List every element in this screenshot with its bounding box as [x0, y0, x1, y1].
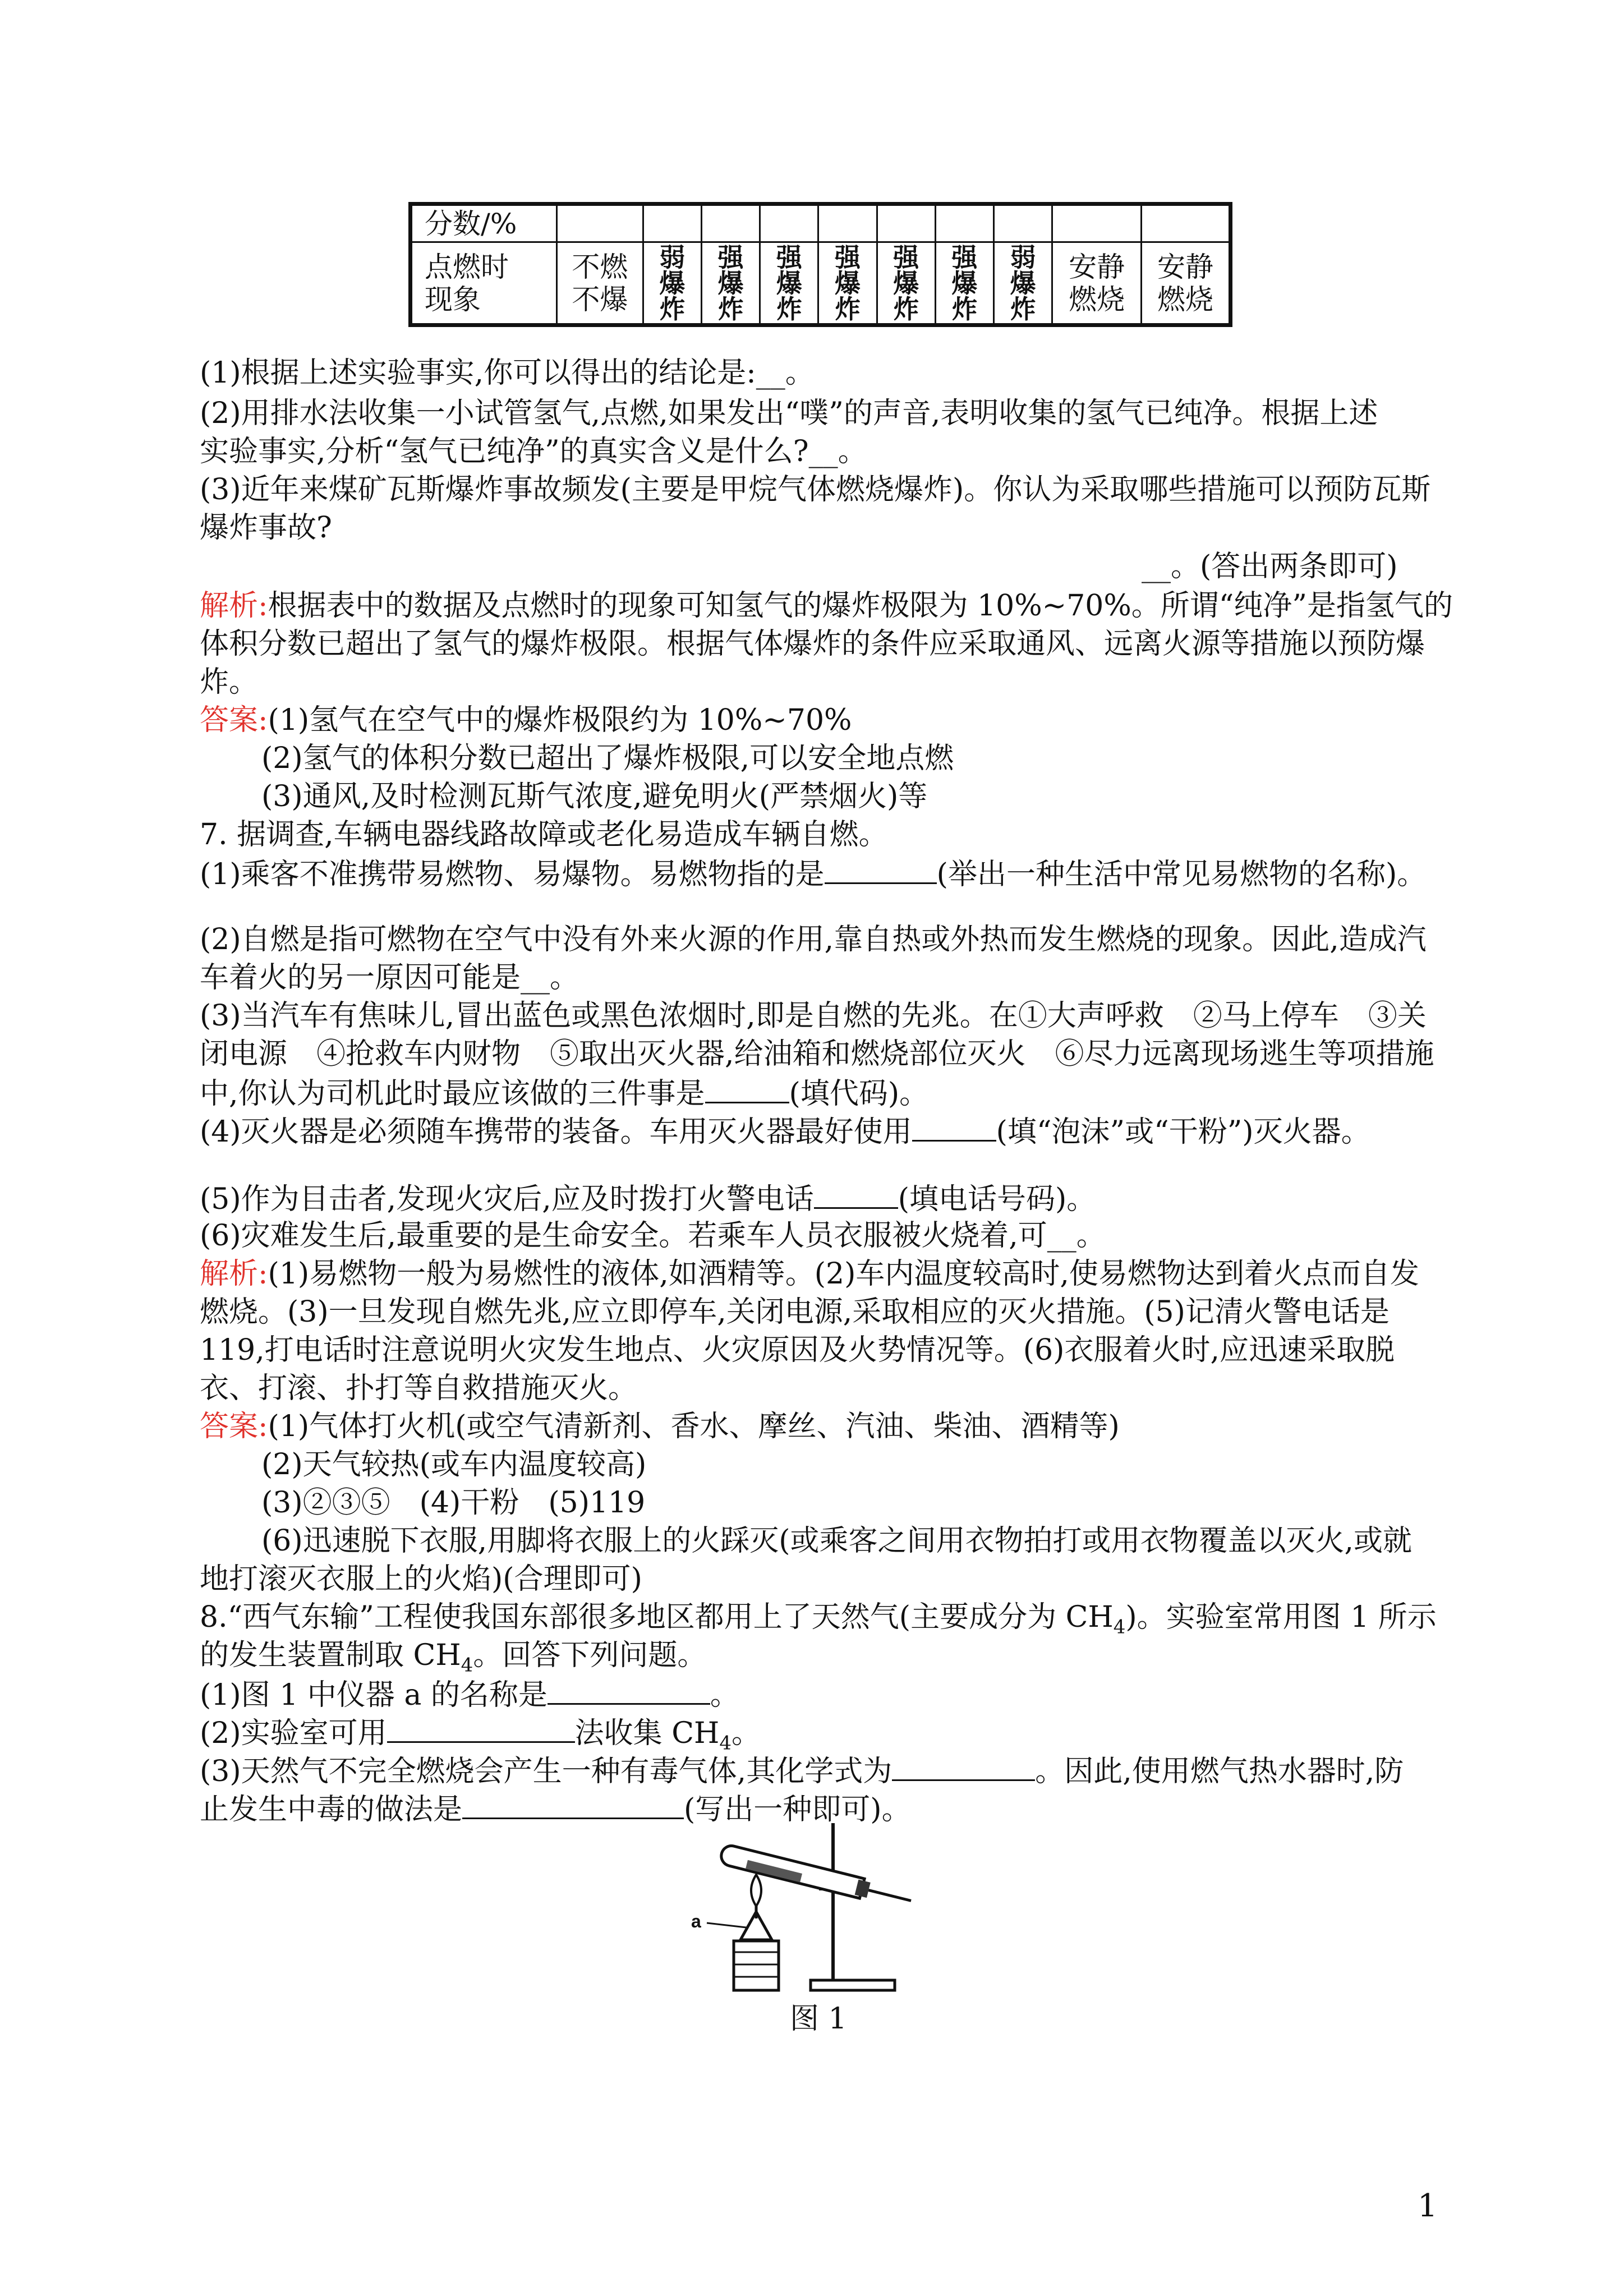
page-number: 1 [1418, 2188, 1438, 2224]
cell-char: 强 [951, 242, 978, 273]
answer-text: (1)气体打火机(或空气清新剂、香水、摩丝、汽油、柴油、酒精等) [268, 1410, 1120, 1443]
wood-block [734, 1941, 779, 1990]
q7-answer-4b: 地打滚灭衣服上的火焰)(合理即可) [200, 1562, 642, 1596]
q7-analysis-line4: 衣、打滚、扑打等自救措施灭火。 [200, 1372, 638, 1405]
q6-sub3-line1: (3)近年来煤矿瓦斯爆炸事故频发(主要是甲烷气体燃烧爆炸)。你认为采取哪些措施可以预防瓦斯 [200, 473, 1431, 507]
cell-char: 爆 [951, 268, 978, 298]
q7-sub3-text: 中,你认为司机此时最应该做的三件事是 [200, 1077, 705, 1111]
q7-sub2-line2: 车着火的另一原因可能是__。 [200, 961, 579, 995]
answer-blank[interactable] [548, 1674, 710, 1705]
q7-sub6: (6)灾难发生后,最重要的是生命安全。若乘车人员衣服被火烧着,可__。 [200, 1219, 1106, 1253]
table-header-fraction: 分数/% [411, 204, 557, 242]
q8-text: 的发生装置制取 CH [200, 1639, 461, 1672]
answer-blank[interactable] [705, 1073, 789, 1103]
cell-char: 炸 [717, 293, 744, 324]
answer-label: 答案: [200, 1410, 268, 1443]
table-cell [994, 242, 1052, 325]
q6-answer-2: (2)氢气的体积分数已超出了爆炸极限,可以安全地点燃 [261, 742, 954, 775]
q6-sub1: (1)根据上述实验事实,你可以得出的结论是:__。 [200, 356, 815, 390]
flame [751, 1875, 761, 1906]
q7-sub3-line1: (3)当汽车有焦味儿,冒出蓝色或黑色浓烟时,即是自燃的先兆。在①大声呼救 ②马上停车 ③关 [200, 999, 1427, 1033]
answer-label: 答案: [200, 703, 268, 737]
subscript: 4 [1113, 1616, 1126, 1639]
table-cell [557, 204, 643, 242]
subscript: 4 [719, 1732, 732, 1755]
q7-analysis-line2: 燃烧。(3)一旦发现自燃先兆,应立即停车,关闭电源,采取相应的灭火措施。(5)记清火警电话是 [200, 1295, 1390, 1329]
q8-sub2-text-b: 法收集 CH [574, 1717, 720, 1750]
q7-answer [200, 1407, 1120, 1446]
cell-char: 强 [717, 242, 744, 273]
cell-line: 不燃 [572, 250, 628, 283]
table-cell [557, 242, 643, 325]
table-cell [643, 204, 701, 242]
q8-sub3-text-c: 止发生中毒的做法是 [200, 1793, 463, 1826]
cell-char: 炸 [659, 293, 686, 324]
q6-answer-3: (3)通风,及时检测瓦斯气浓度,避免明火(严禁烟火)等 [261, 780, 928, 813]
answer-blank[interactable] [892, 1750, 1035, 1781]
table-cell [877, 204, 935, 242]
table-cell [1142, 204, 1231, 242]
q7-answer-4: (6)迅速脱下衣服,用脚将衣服上的火踩灭(或乘客之间用衣物拍打或用衣物覆盖以灭火,或就 [261, 1524, 1413, 1558]
apparatus-figure [690, 1812, 926, 2003]
cell-char: 强 [776, 242, 802, 273]
q6-answer [200, 701, 852, 740]
q8-sub3-text-b: 。因此,使用燃气热水器时,防 [1035, 1755, 1404, 1788]
header-line: 点燃时 [425, 250, 509, 283]
answer-blank[interactable] [387, 1712, 575, 1743]
q6-analysis [200, 586, 1453, 625]
q8-sub1-text-b: 。 [710, 1678, 739, 1712]
q7-sub5-text-b: (填电话号码)。 [898, 1182, 1096, 1216]
q8-text-b: )。实验室常用图 1 所示 [1125, 1600, 1437, 1634]
cell-char: 炸 [951, 293, 978, 324]
subscript: 4 [461, 1654, 473, 1677]
table-cell [1052, 242, 1142, 325]
explosion-table [408, 202, 1232, 327]
table-cell [935, 242, 993, 325]
cell-char: 爆 [776, 268, 802, 298]
q7-title: 7. 据调查,车辆电器线路故障或老化易造成车辆自燃。 [200, 818, 888, 852]
q7-answer-2: (2)天气较热(或车内温度较高) [261, 1448, 647, 1481]
table-cell [818, 242, 877, 325]
table-cell [877, 242, 935, 325]
q7-sub1-text: (1)乘客不准携带易燃物、易爆物。易燃物指的是 [200, 858, 825, 891]
q8-sub1-text: (1)图 1 中仪器 a 的名称是 [200, 1678, 548, 1712]
q7-sub5 [200, 1178, 1096, 1219]
cell-char: 弱 [1010, 242, 1036, 273]
cell-char: 弱 [659, 242, 686, 273]
q7-sub1 [200, 853, 1426, 894]
cell-char: 爆 [1010, 268, 1036, 298]
q7-sub4-text-b: (填“泡沫”或“干粉”)灭火器。 [996, 1115, 1370, 1149]
table-cell [643, 242, 701, 325]
figure-caption: 图 1 [790, 2002, 847, 2036]
q6-sub2-line2: 实验事实,分析“氢气已纯净”的真实含义是什么?__。 [200, 435, 867, 468]
answer-blank[interactable] [825, 853, 937, 884]
table-cell [994, 204, 1052, 242]
cell-line: 不爆 [572, 283, 628, 316]
q8-sub2-text: (2)实验室可用 [200, 1717, 387, 1750]
cell-char: 爆 [659, 268, 686, 298]
q8-sub3-text-d: (写出一种即可)。 [684, 1793, 911, 1826]
table-cell [935, 204, 993, 242]
answer-blank[interactable] [462, 1788, 684, 1819]
q7-sub4 [200, 1111, 1370, 1152]
table-cell [1142, 242, 1231, 325]
table-row [411, 204, 1231, 242]
label-pointer [707, 1923, 746, 1927]
label-a: a [691, 1911, 701, 1931]
cell-line: 燃烧 [1157, 283, 1214, 316]
q8-sub3-text: (3)天然气不完全燃烧会产生一种有毒气体,其化学式为 [200, 1755, 892, 1788]
q8-sub1 [200, 1674, 739, 1715]
table-cell [1052, 204, 1142, 242]
cell-line: 燃烧 [1069, 283, 1125, 316]
q8-text-b: 。回答下列问题。 [473, 1639, 707, 1672]
cell-char: 炸 [835, 293, 861, 324]
q7-sub3-text-b: (填代码)。 [789, 1077, 929, 1111]
q7-analysis [200, 1254, 1419, 1294]
analysis-label: 解析: [200, 589, 268, 623]
table-cell [702, 242, 760, 325]
cell-char: 爆 [717, 268, 744, 298]
q6-analysis-line2: 体积分数已超出了氢气的爆炸极限。根据气体爆炸的条件应采取通风、远离火源等措施以预防爆 [200, 627, 1425, 661]
cell-char: 炸 [1010, 293, 1036, 324]
answer-blank[interactable] [912, 1111, 996, 1142]
q7-sub3-line3 [200, 1073, 928, 1114]
answer-text: (1)氢气在空气中的爆炸极限约为 10%~70% [268, 703, 852, 737]
analysis-text: 根据表中的数据及点燃时的现象可知氢气的爆炸极限为 10%~70%。所谓“纯净”是指氢气的 [268, 589, 1453, 623]
table-cell [760, 242, 818, 325]
q7-sub3-line2: 闭电源 ④抢救车内财物 ⑤取出灭火器,给油箱和燃烧部位灭火 ⑥尽力远离现场逃生等项措施 [200, 1037, 1434, 1071]
q8-sub2-text-c: 。 [731, 1717, 761, 1750]
q6-sub2-line1: (2)用排水法收集一小试管氢气,点燃,如果发出“噗”的声音,表明收集的氢气已纯净。根据上述 [200, 397, 1378, 430]
table-cell [818, 204, 877, 242]
stand-base [811, 1980, 895, 1990]
analysis-text: (1)易燃物一般为易燃性的液体,如酒精等。(2)车内温度较高时,使易燃物达到着火点而自发 [268, 1257, 1419, 1291]
q7-analysis-line3: 119,打电话时注意说明火灾发生地点、火灾原因及火势情况等。(6)衣服着火时,应迅速采取脱 [200, 1333, 1395, 1367]
table-row [411, 242, 1231, 325]
q7-sub4-text: (4)灭火器是必须随车携带的装备。车用灭火器最好使用 [200, 1115, 912, 1149]
cell-char: 炸 [776, 293, 802, 324]
q7-sub1-text-b: (举出一种生活中常见易燃物的名称)。 [936, 858, 1427, 891]
q8-text: 8.“西气东输”工程使我国东部很多地区都用上了天然气(主要成分为 CH [200, 1600, 1114, 1634]
cell-char: 炸 [893, 293, 919, 324]
q6-sub3-line3: __。(答出两条即可) [1142, 550, 1398, 583]
q6-analysis-line3: 炸。 [200, 665, 259, 699]
q7-answer-3: (3)②③⑤ (4)干粉 (5)119 [261, 1486, 646, 1520]
cell-line: 安静 [1157, 250, 1214, 283]
cell-char: 强 [835, 242, 861, 273]
cell-char: 强 [893, 242, 919, 273]
table-cell [702, 204, 760, 242]
q8-sub3-line1 [200, 1750, 1404, 1791]
q7-sub5-text: (5)作为目击者,发现火灾后,应及时拨打火警电话 [200, 1182, 814, 1216]
q7-sub2-line1: (2)自燃是指可燃物在空气中没有外来火源的作用,靠自热或外热而发生燃烧的现象。因此,造成汽 [200, 923, 1427, 956]
table-cell [760, 204, 818, 242]
header-line: 现象 [425, 283, 481, 316]
cell-char: 爆 [893, 268, 919, 298]
table-header-phenomenon [411, 242, 557, 325]
analysis-label: 解析: [200, 1257, 268, 1291]
answer-blank[interactable] [814, 1178, 898, 1209]
cell-char: 爆 [835, 268, 861, 298]
q6-sub3-line2: 爆炸事故? [200, 511, 332, 545]
test-tube [719, 1844, 913, 1911]
cell-line: 安静 [1069, 250, 1125, 283]
